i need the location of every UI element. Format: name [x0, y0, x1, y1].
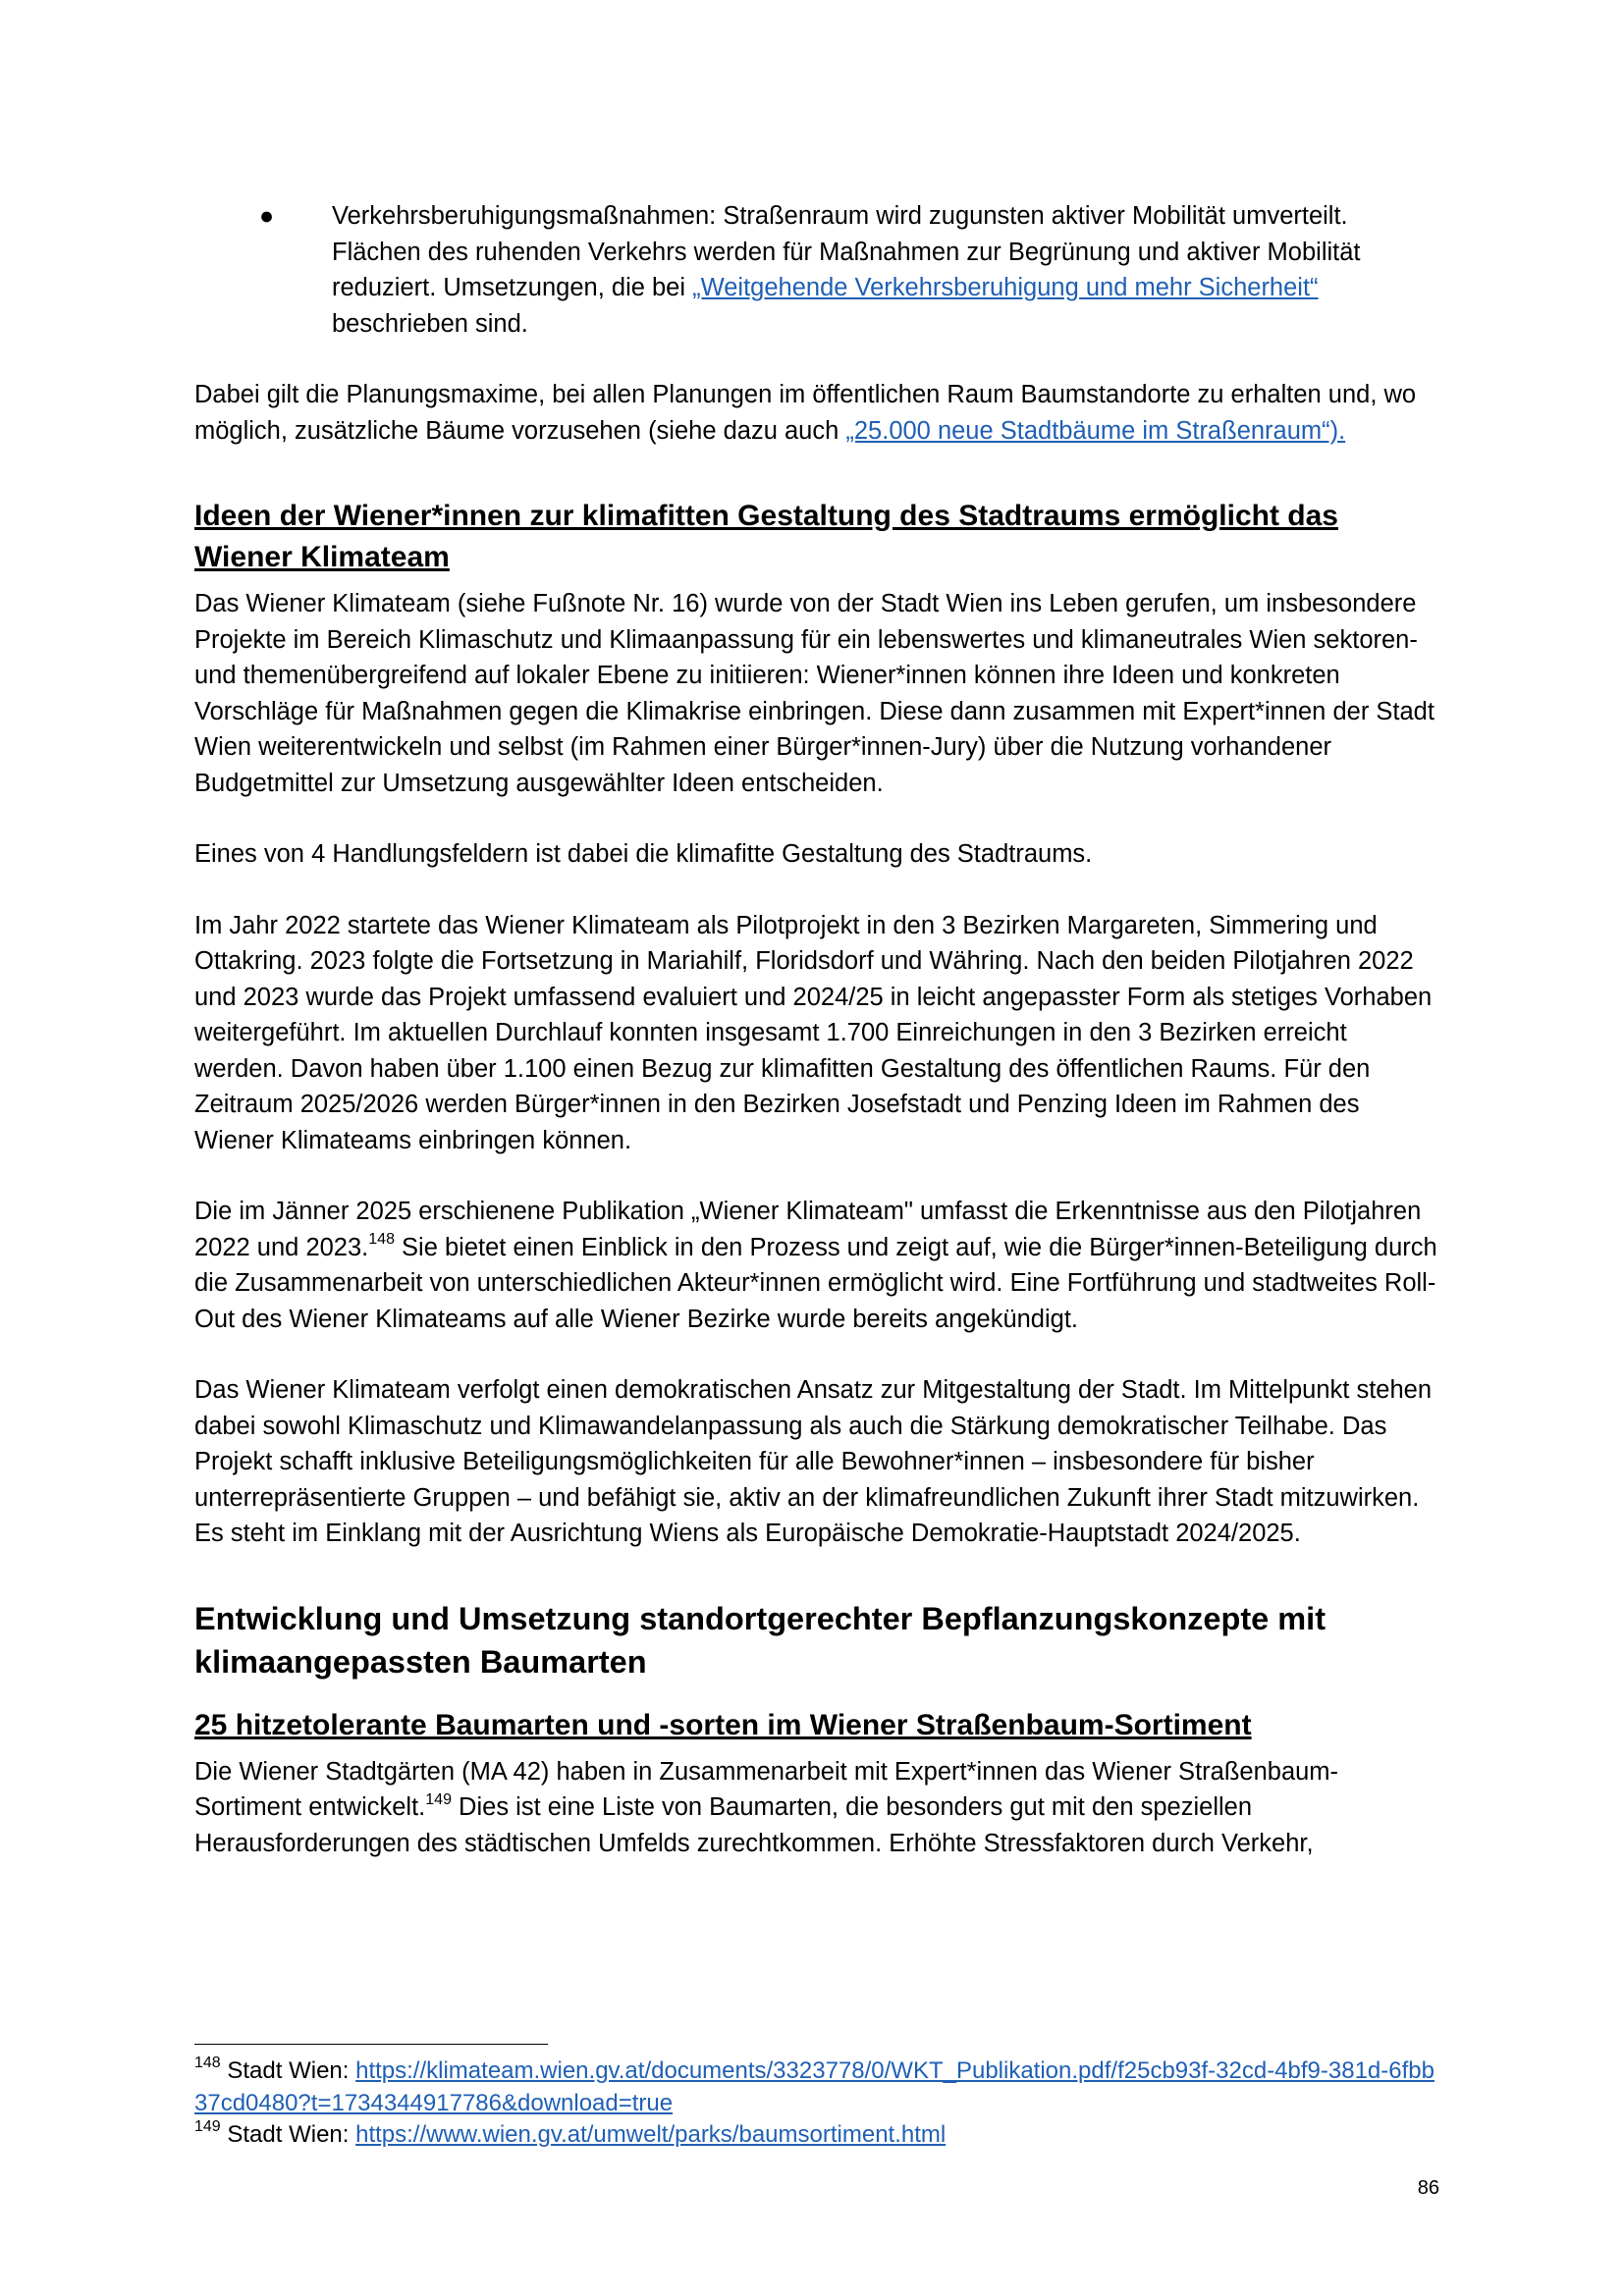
- footnote-148: [194, 2056, 1439, 2119]
- heading-klimateam: Ideen der Wiener*innen zur klimafitten Gestaltung des Stadtraums ermöglicht das Wiener Klimateam: [194, 500, 1338, 573]
- paragraph-strassenbaum-sortiment: [194, 1754, 1439, 1862]
- footnote-label: Stadt Wien:: [227, 2057, 356, 2084]
- footnote-149: [194, 2119, 1439, 2152]
- paragraph-publikation-text-before: Die im Jänner 2025 erschienene Publikation „Wiener Klimateam" umfasst die Erkenntnisse aus den Pilotjahren 2022 und 2023.: [194, 1198, 1422, 1261]
- footnote-number: 148: [194, 2055, 221, 2071]
- footnote-number: 149: [194, 2118, 221, 2135]
- link-verkehrsberuhigung[interactable]: „Weitgehende Verkehrsberuhigung und mehr Sicherheit“: [692, 274, 1319, 301]
- paragraph-sortiment-text-after: Dies ist eine Liste von Baumarten, die besonders gut mit den speziellen Herausforderungen des städtischen Umfelds zurechtkommen. Erhöhte Stressfaktoren durch Verkehr,: [194, 1793, 1314, 1857]
- heading-baumarten: 25 hitzetolerante Baumarten und -sorten im Wiener Straßenbaum-Sortiment: [194, 1708, 1252, 1741]
- page-number: 86: [1417, 2177, 1439, 2199]
- paragraph-baumstandorte-text: Dabei gilt die Planungsmaxime, bei allen Planungen im öffentlichen Raum Baumstandorte zu erhalten und, wo möglich, zusätzliche Bäume vorzusehen (siehe dazu auch: [194, 381, 1417, 445]
- paragraph-demokratie: Das Wiener Klimateam verfolgt einen demokratischen Ansatz zur Mitgestaltung der Stadt. Im Mittelpunkt stehen dabei sowohl Klimaschutz und Klimawandelanpassung als auch die Stärkung demokratischer Teilhabe. Das Projekt schafft inklusive Beteiligungsmöglichkeiten für alle Bewohner*innen – insbesondere für bisher unterrepräsentierte Gruppen – und befähigt sie, aktiv an der klimafreundlichen Zukunft ihrer Stadt mitzuwirken. Es steht im Einklang mit der Ausrichtung Wiens als Europäische Demokratie-Hauptstadt 2024/2025.: [194, 1376, 1433, 1547]
- footnotes: [194, 2056, 1439, 2152]
- footnote-label: Stadt Wien:: [227, 2121, 356, 2148]
- paragraph-klimateam-intro: Das Wiener Klimateam (siehe Fußnote Nr. 16) wurde von der Stadt Wien ins Leben gerufen, um insbesondere Projekte im Bereich Klimaschutz und Klimaanpassung für ein lebenswertes und klimaneutrales Wien sektoren- und themenübergreifend auf lokaler Ebene zu initiieren: Wiener*innen können ihre Ideen und konkreten Vorschläge für Maßnahmen gegen die Klimakrise einbringen. Diese dann zusammen mit Expert*innen der Stadt Wien weiterentwickeln und selbst (im Rahmen einer Bürger*innen-Jury) über die Nutzung vorhandener Budgetmittel zur Umsetzung ausgewählter Ideen entscheiden.: [194, 590, 1435, 797]
- footnote-link-baumsortiment[interactable]: https://www.wien.gv.at/umwelt/parks/baumsortiment.html: [355, 2121, 947, 2148]
- paragraph-baumstandorte: [194, 377, 1439, 449]
- bullet-text: [332, 198, 1439, 342]
- bullet-item-verkehrsberuhigung: [194, 198, 1439, 342]
- paragraph-pilotprojekt: Im Jahr 2022 startete das Wiener Klimateam als Pilotprojekt in den 3 Bezirken Margareten, Simmering und Ottakring. 2023 folgte die Fortsetzung in Mariahilf, Floridsdorf und Währing. Nach den beiden Pilotjahren 2022 und 2023 wurde das Projekt umfassend evaluiert und 2024/25 in leicht angepasster Form als stetiges Vorhaben weitergeführt. Im aktuellen Durchlauf konnten insgesamt 1.700 Einreichungen in den 3 Bezirken erreicht werden. Davon haben über 1.100 einen Bezug zur klimafitten Gestaltung des öffentlichen Raums. Für den Zeitraum 2025/2026 werden Bürger*innen in den Bezirken Josefstadt und Penzing Ideen im Rahmen des Wiener Klimateams einbringen können.: [194, 911, 1433, 1154]
- link-stadtbaeume[interactable]: „25.000 neue Stadtbäume im Straßenraum“).: [845, 416, 1346, 445]
- bullet-text-after: beschrieben sind.: [332, 309, 528, 338]
- bullet-text-before: Verkehrsberuhigungsmaßnahmen: Straßenraum wird zugunsten aktiver Mobilität umverteilt. Flächen des ruhenden Verkehrs werden für Maßnahmen zur Begrünung und aktiver Mobilität reduziert. Umsetzungen, die bei: [332, 202, 1361, 301]
- footnote-ref-149[interactable]: 149: [425, 1790, 452, 1808]
- page-body: [194, 194, 1439, 1861]
- paragraph-sortiment-text-before: Die Wiener Stadtgärten (MA 42) haben in Zusammenarbeit mit Expert*innen das Wiener Straßenbaum-Sortiment entwickelt.: [194, 1757, 1339, 1821]
- paragraph-publikation-text-after: Sie bietet einen Einblick in den Prozess und zeigt auf, wie die Bürger*innen-Beteiligung durch die Zusammenarbeit von unterschiedlichen Akteur*innen ermöglicht wird. Eine Fortführung und stadtweites Roll-Out des Wiener Klimateams auf alle Wiener Bezirke wurde bereits angekündigt.: [194, 1233, 1437, 1333]
- footnote-ref-148[interactable]: 148: [368, 1231, 395, 1248]
- bullet-icon: ●: [259, 202, 275, 230]
- paragraph-publikation: [194, 1194, 1439, 1337]
- footnote-separator: [194, 2044, 548, 2045]
- heading-bepflanzungskonzepte: Entwicklung und Umsetzung standortgerechter Bepflanzungskonzepte mit klimaangepassten Baumarten: [194, 1600, 1326, 1680]
- footnote-link-klimateam[interactable]: https://klimateam.wien.gv.at/documents/3323778/0/WKT_Publikation.pdf/f25cb93f-32cd-4bf9-381d-6fbb37cd0480?t=1734344917786&download=true: [194, 2057, 1435, 2116]
- paragraph-handlungsfelder: Eines von 4 Handlungsfeldern ist dabei die klimafitte Gestaltung des Stadtraums.: [194, 840, 1093, 868]
